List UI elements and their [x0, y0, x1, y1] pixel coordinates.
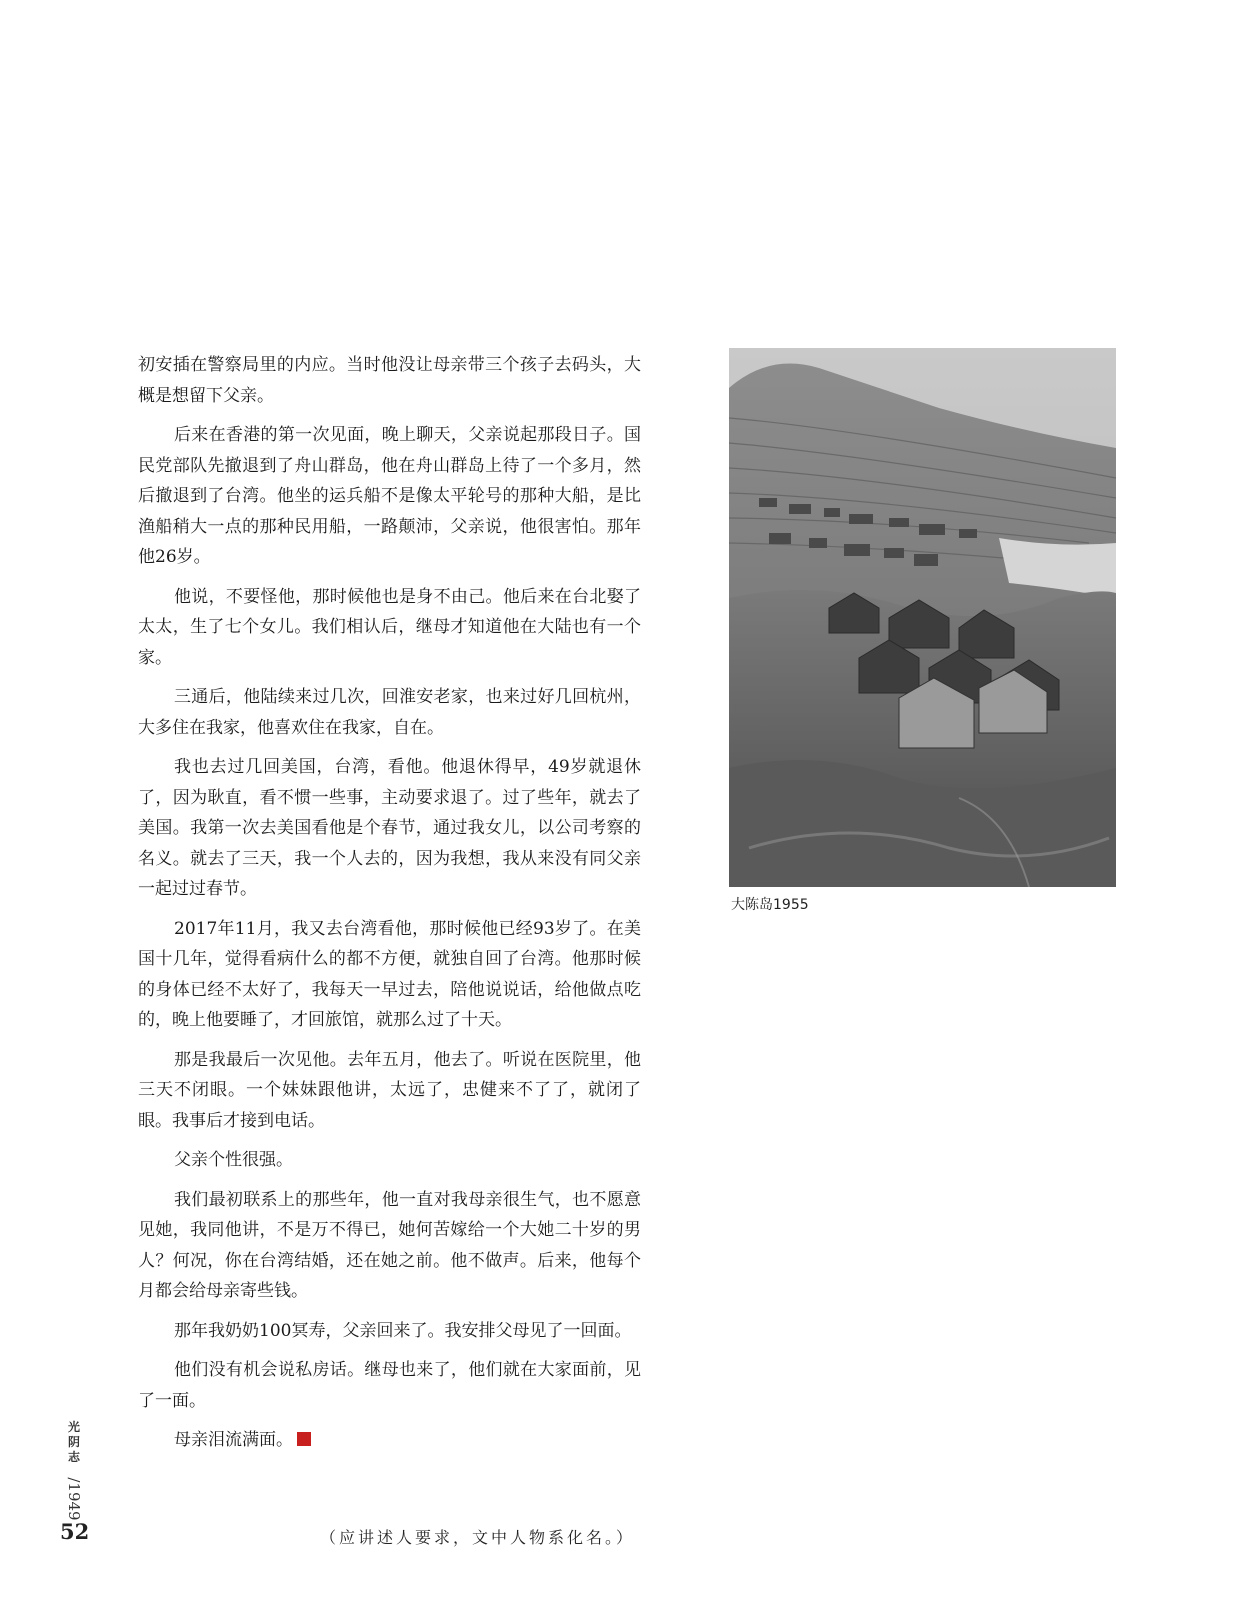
paragraph: 2017年11月，我又去台湾看他，那时候他已经93岁了。在美国十几年，觉得看病什么的都不方便，就独自回了台湾。他那时候的身体已经不太好了，我每天一早过去，陪他说说话，给他做点吃的，晚上他要睡了，才回旅馆，就那么过了十天。 — [138, 918, 641, 1030]
island-photo-image — [729, 348, 1116, 887]
magazine-name-char: 阴 — [67, 1435, 80, 1449]
paragraph: 父亲个性很强。 — [174, 1150, 293, 1170]
paragraph: 他说，不要怪他，那时候他也是身不由己。他后来在台北娶了太太，生了七个女儿。我们相认后，继母才知道他在大陆也有一个家。 — [138, 586, 641, 668]
paragraph: 他们没有机会说私房话。继母也来了，他们就在大家面前，见了一面。 — [138, 1360, 641, 1411]
photo-caption: 大陈岛1955 — [731, 897, 809, 913]
final-paragraph-text: 母亲泪流满面。 — [174, 1430, 293, 1450]
paragraph: 三通后，他陆续来过几次，回淮安老家，也来过好几回杭州，大多住在我家，他喜欢住在我家，自在。 — [138, 687, 641, 738]
paragraph: 那是我最后一次见他。去年五月，他去了。听说在医院里，他三天不闭眼。一个妹妹跟他讲，太远了，忠健来不了了，就闭了眼。我事后才接到电话。 — [138, 1049, 641, 1131]
article-body — [138, 350, 641, 1465]
paragraph: 那年我奶奶100冥寿，父亲回来了。我安排父母见了一回面。 — [174, 1320, 632, 1341]
author-note: （应讲述人要求，文中人物系化名。） — [320, 1528, 636, 1547]
final-paragraph — [138, 1425, 641, 1456]
end-mark-icon — [297, 1432, 311, 1446]
page-number: 52 — [60, 1519, 90, 1544]
magazine-name — [62, 1420, 86, 1465]
magazine-name-char: 光 — [67, 1420, 80, 1434]
paragraph: 初安插在警察局里的内应。当时他没让母亲带三个孩子去码头，大概是想留下父亲。 — [138, 355, 641, 406]
paragraph: 后来在香港的第一次见面，晚上聊天，父亲说起那段日子。国民党部队先撤退到了舟山群岛，他在舟山群岛上待了一个多月，然后撤退到了台湾。他坐的运兵船不是像太平轮号的那种大船，是比渔船稍大一点的那种民用船，一路颠沛，父亲说，他很害怕。那年他26岁。 — [138, 425, 641, 567]
magazine-name-char: 志 — [67, 1450, 80, 1464]
island-photo — [729, 348, 1116, 887]
magazine-year: /1949 — [65, 1477, 83, 1521]
paragraph: 我们最初联系上的那些年，他一直对我母亲很生气，也不愿意见她，我同他讲，不是万不得已，她何苦嫁给一个大她二十岁的男人？何况，你在台湾结婚，还在她之前。他不做声。后来，他每个月都会给母亲寄些钱。 — [138, 1189, 641, 1301]
paragraph: 我也去过几回美国，台湾，看他。他退休得早，49岁就退休了，因为耿直，看不惯一些事，主动要求退了。过了些年，就去了美国。我第一次去美国看他是个春节，通过我女儿，以公司考察的名义。就去了三天，我一个人去的，因为我想，我从来没有同父亲一起过过春节。 — [138, 757, 641, 899]
